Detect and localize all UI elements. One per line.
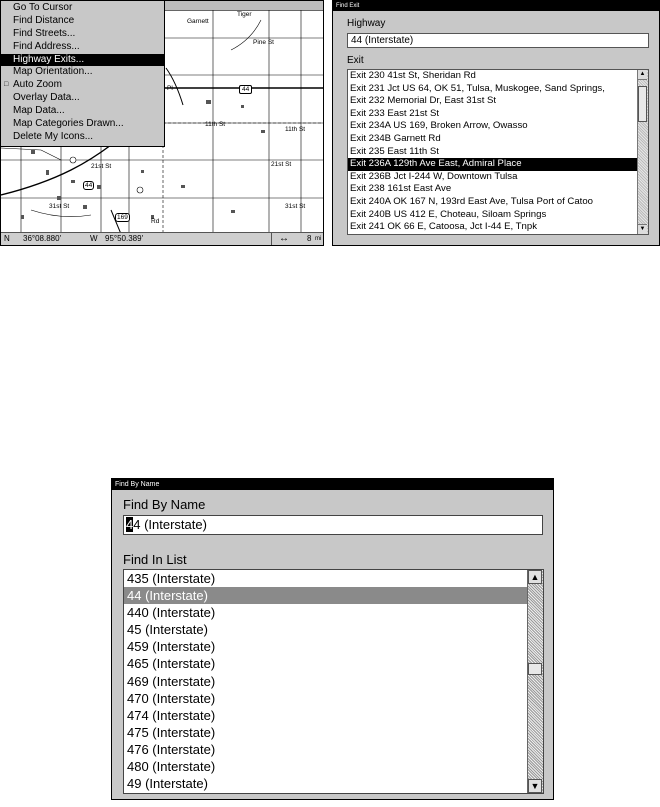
map-screen xyxy=(0,0,324,246)
find-by-name-dialog xyxy=(111,478,554,800)
exit-list-item-selected[interactable]: Exit 236A 129th Ave East, Admiral Place xyxy=(348,158,648,171)
zoom-range-icon: ↔ xyxy=(279,233,289,244)
list-item[interactable]: 49 (Interstate) xyxy=(127,776,208,792)
map-label-pl: Pl xyxy=(167,85,173,92)
longitude-direction: W xyxy=(90,234,98,243)
map-label-garnett: Garnett xyxy=(187,18,209,25)
highway-field[interactable]: 44 (Interstate) xyxy=(347,33,649,48)
map-popup-menu xyxy=(1,1,165,147)
list-item[interactable]: 469 (Interstate) xyxy=(127,673,216,689)
scroll-thumb[interactable] xyxy=(528,663,542,675)
longitude-value: 95°50.389' xyxy=(105,234,144,243)
find-by-name-label: Find By Name xyxy=(123,497,206,512)
map-label-pine-st: Pine St xyxy=(253,39,274,46)
input-text: 4 (Interstate) xyxy=(133,517,207,532)
exit-label: Exit xyxy=(347,55,364,66)
checkbox-icon[interactable]: □ xyxy=(4,81,9,89)
exit-list-item[interactable]: Exit 234A US 169, Broken Arrow, Owasso xyxy=(350,120,528,132)
find-exit-dialog xyxy=(332,0,660,246)
menu-item-overlay-data[interactable]: Overlay Data... xyxy=(13,92,80,104)
scroll-down-arrow-icon[interactable]: ▼ xyxy=(528,779,542,793)
exit-list-item[interactable]: Exit 236B Jct I-244 W, Downtown Tulsa xyxy=(350,170,518,182)
list-scrollbar[interactable] xyxy=(527,570,543,793)
exit-scroll-thumb[interactable] xyxy=(638,86,647,122)
map-status-bar xyxy=(1,232,323,245)
menu-item-go-to-cursor[interactable]: Go To Cursor xyxy=(13,2,73,13)
list-item[interactable]: 480 (Interstate) xyxy=(127,759,216,775)
exit-list-item[interactable]: Exit 232 Memorial Dr, East 31st St xyxy=(350,95,497,107)
find-exit-title: Find Exit xyxy=(333,1,659,11)
exit-list-item[interactable]: Exit 241 OK 66 E, Catoosa, Jct I-44 E, Tnpk xyxy=(350,221,537,233)
find-by-name-input[interactable] xyxy=(123,515,543,535)
scroll-up-arrow-icon[interactable]: ▲ xyxy=(528,570,542,584)
text-cursor: 4 xyxy=(126,517,134,532)
find-in-list[interactable] xyxy=(123,569,544,794)
menu-item-map-categories-drawn[interactable]: Map Categories Drawn... xyxy=(13,118,124,130)
list-item[interactable]: 470 (Interstate) xyxy=(127,690,216,706)
exit-list-item[interactable]: Exit 231 Jct US 64, OK 51, Tulsa, Muskogee, Sand Springs, xyxy=(350,82,605,94)
menu-item-auto-zoom-label: Auto Zoom xyxy=(13,79,62,91)
list-item[interactable]: 459 (Interstate) xyxy=(127,639,216,655)
scroll-up-icon[interactable]: ▲ xyxy=(638,70,647,80)
find-by-name-title: Find By Name xyxy=(112,479,553,490)
zoom-unit: mi xyxy=(315,236,322,242)
menu-item-find-address[interactable]: Find Address... xyxy=(13,40,80,52)
exit-list-item[interactable]: Exit 235 East 11th St xyxy=(350,145,439,157)
status-divider xyxy=(271,233,272,245)
exit-list-item[interactable]: Exit 238 161st East Ave xyxy=(350,183,452,195)
list-item[interactable]: 465 (Interstate) xyxy=(127,656,216,672)
map-label-31st-st-east: 31st St xyxy=(285,203,306,210)
menu-item-find-streets[interactable]: Find Streets... xyxy=(13,27,76,39)
zoom-value: 8 xyxy=(307,234,312,243)
exit-list[interactable] xyxy=(347,69,649,235)
menu-item-auto-zoom[interactable] xyxy=(1,79,164,92)
exit-list-scrollbar[interactable] xyxy=(637,70,648,234)
map-label-us-44-shield: 44 xyxy=(85,182,93,189)
exit-list-item[interactable]: Exit 230 41st St, Sheridan Rd xyxy=(350,70,476,81)
list-item[interactable]: 440 (Interstate) xyxy=(127,605,216,621)
find-in-list-label: Find In List xyxy=(123,552,187,567)
list-item[interactable]: 474 (Interstate) xyxy=(127,707,216,723)
scroll-down-icon[interactable]: ▼ xyxy=(639,226,646,232)
latitude-value: 36°08.880' xyxy=(23,234,62,243)
menu-item-find-distance[interactable]: Find Distance xyxy=(13,14,75,26)
exit-list-item[interactable]: Exit 234B Garnett Rd xyxy=(350,132,441,144)
map-label-tiger: Tiger xyxy=(237,11,252,18)
list-item[interactable]: 476 (Interstate) xyxy=(127,741,216,757)
map-label-11th-st: 11th St xyxy=(205,121,226,128)
map-label-21st-st: 21st St xyxy=(91,163,112,170)
map-label-21st-st-east: 21st St xyxy=(271,161,292,168)
map-label-11th-st-east: 11th St xyxy=(285,126,306,133)
menu-item-map-data[interactable]: Map Data... xyxy=(13,105,65,117)
menu-item-delete-my-icons[interactable]: Delete My Icons... xyxy=(13,130,94,142)
map-label-interstate-44: 44 xyxy=(239,85,252,94)
exit-list-item[interactable]: Exit 240B US 412 E, Choteau, Siloam Springs xyxy=(350,208,547,220)
list-item[interactable]: 45 (Interstate) xyxy=(127,622,208,638)
exit-list-item[interactable]: Exit 240A OK 167 N, 193rd East Ave, Tulsa Port of Catoo xyxy=(350,195,594,207)
menu-item-map-orientation[interactable]: Map Orientation... xyxy=(13,66,93,78)
list-item[interactable]: 435 (Interstate) xyxy=(127,571,216,586)
map-label-31st-st: 31st St xyxy=(49,203,70,210)
list-item-selected[interactable]: 44 (Interstate) xyxy=(124,587,543,604)
exit-list-item[interactable]: Exit 233 East 21st St xyxy=(350,107,440,119)
list-item[interactable]: 475 (Interstate) xyxy=(127,724,216,740)
latitude-direction: N xyxy=(4,234,10,243)
highway-label: Highway xyxy=(347,18,386,29)
menu-item-highway-exits[interactable]: Highway Exits... xyxy=(1,54,164,67)
map-label-us-169: 169 xyxy=(117,214,128,221)
map-label-rd: Rd xyxy=(151,218,160,225)
